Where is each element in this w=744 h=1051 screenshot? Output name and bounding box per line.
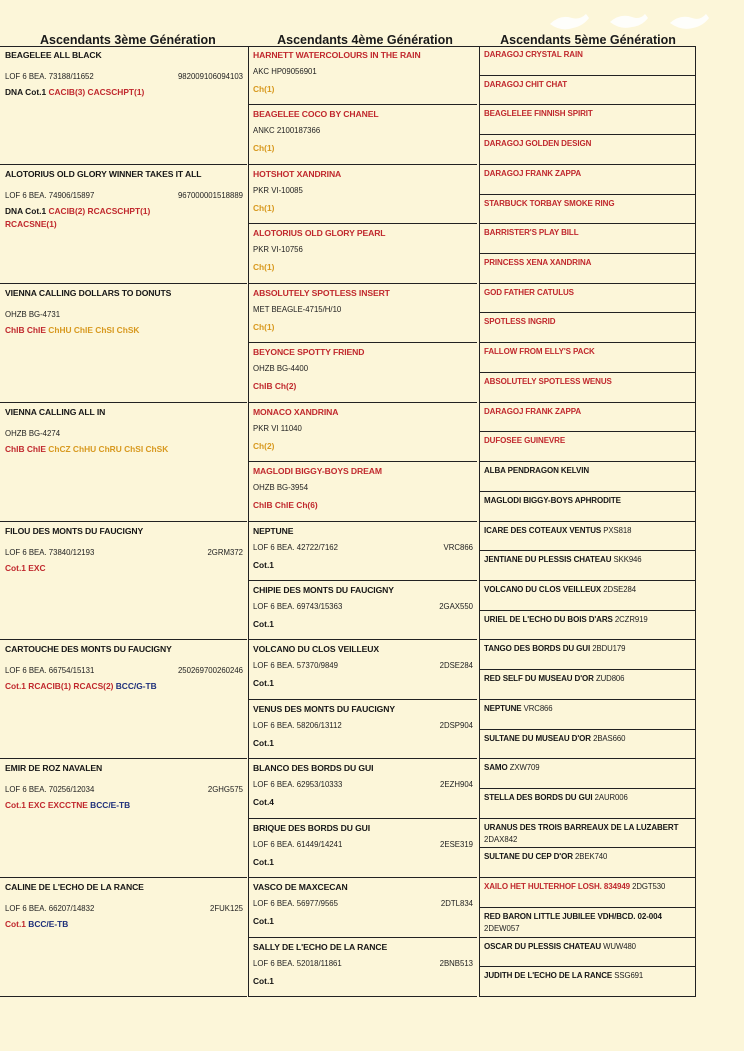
registration: PKR VI-10756	[253, 245, 303, 255]
titles	[253, 203, 274, 213]
dog-name: NEPTUNE	[253, 525, 294, 536]
gen3-cell	[0, 46, 247, 165]
gen5-cell	[479, 938, 696, 968]
title-segment: Cot.4	[253, 797, 274, 808]
dog-name	[484, 882, 665, 891]
titles	[253, 143, 274, 153]
dog-name: VASCO DE MAXCECAN	[253, 882, 348, 893]
titles	[253, 441, 274, 451]
dog-name-text: ABSOLUTELY SPOTLESS WENUS	[484, 376, 612, 386]
gen4-cell	[248, 700, 477, 759]
dog-name-text: OSCAR DU PLESSIS CHATEAU	[484, 941, 602, 951]
gen4-cell	[248, 165, 477, 224]
dog-name: MONACO XANDRINA	[253, 406, 339, 417]
header-gen3: Ascendants 3ème Génération	[40, 33, 216, 47]
dog-name-text: FALLOW FROM ELLY'S PACK	[484, 347, 595, 357]
gen5-cell	[479, 135, 696, 165]
dog-name	[484, 347, 595, 356]
dog-name-text: DARAGOJ FRANK ZAPPA	[484, 168, 582, 178]
dog-name-text: PRINCESS XENA XANDRINA	[484, 258, 592, 268]
registration: LOF 6 BEA. 66207/14832	[5, 904, 95, 914]
dog-name	[484, 585, 636, 594]
dog-name	[484, 793, 628, 802]
dog-name	[484, 466, 589, 475]
dog-name-text: RED SELF DU MUSEAU D'OR	[484, 674, 594, 684]
title-segment: Ch(1)	[253, 262, 275, 273]
titles-continued	[5, 219, 57, 229]
id-number: 2GRM372	[207, 547, 243, 557]
dog-name: CALINE DE L'ECHO DE LA RANCE	[5, 882, 144, 893]
gen4-cell	[248, 46, 477, 105]
gen5-cell	[479, 581, 696, 611]
title-segment: Cot.1	[253, 737, 274, 748]
dog-name: VENUS DES MONTS DU FAUCIGNY	[253, 703, 395, 714]
gen3-cell	[0, 403, 247, 522]
title-segment: Cot.1	[253, 618, 274, 629]
gen4-cell	[248, 403, 477, 462]
dog-name: VIENNA CALLING ALL IN	[5, 406, 106, 417]
registration: LOF 6 BEA. 73188/11652	[5, 72, 94, 81]
registration-line2	[484, 835, 517, 844]
dog-name-text: ALBA PENDRAGON KELVIN	[484, 466, 590, 476]
gen5-cell	[479, 908, 696, 938]
gen5-cell	[479, 878, 696, 908]
gen5-cell	[479, 967, 696, 997]
gen5-cell	[479, 551, 696, 581]
column-divider	[695, 46, 696, 997]
dog-name	[484, 109, 593, 118]
dog-name: VOLCANO DU CLOS VEILLEUX	[253, 644, 380, 655]
gen5-cell	[479, 789, 696, 819]
dog-name	[484, 644, 625, 653]
title-segment: BCC/E-TB	[28, 919, 69, 930]
title-segment: RCACIB(1) RCACS(2)	[28, 681, 116, 692]
titles	[5, 563, 46, 573]
titles	[5, 444, 168, 454]
title-segment: EXC	[28, 562, 46, 573]
gen4-cell	[248, 759, 477, 818]
dog-name	[484, 763, 539, 772]
titles	[253, 500, 318, 510]
dog-name	[484, 139, 591, 148]
dog-name-text: DARAGOJ FRANK ZAPPA	[484, 406, 582, 416]
title-segment: Cot.1	[5, 800, 29, 811]
title-segment: Ch(1)	[253, 84, 275, 94]
id-number: 2BNB513	[439, 958, 473, 968]
gen5-cell	[479, 848, 696, 878]
dog-name	[484, 80, 567, 89]
gen5-cell	[479, 165, 696, 195]
title-segment: CACIB(3) CACSCHPT(1)	[48, 87, 145, 97]
title-segment: Cot.1	[5, 681, 29, 692]
dog-name: CARTOUCHE DES MONTS DU FAUCIGNY	[5, 644, 172, 655]
title-segment: ChIB Ch(2)	[253, 381, 297, 392]
title-segment: Cot.1	[5, 919, 29, 930]
title-segment: BCC/G-TB	[115, 681, 157, 692]
dog-name-text: RED BARON LITTLE JUBILEE VDH/BCD. 02-004	[484, 911, 662, 921]
gen5-cell	[479, 432, 696, 462]
dog-name-text: STARBUCK TORBAY SMOKE RING	[484, 198, 615, 208]
title-segment: Cot.1	[253, 678, 274, 689]
titles	[253, 797, 274, 807]
dog-name-text: BARRISTER'S PLAY BILL	[484, 228, 579, 238]
dog-name: ALOTORIUS OLD GLORY WINNER TAKES IT ALL	[5, 168, 202, 179]
dog-name-text: TANGO DES BORDS DU GUI	[484, 644, 591, 654]
dog-name	[484, 228, 578, 237]
id-number: VRC866	[443, 542, 473, 552]
dog-name	[484, 734, 625, 743]
dog-name	[484, 971, 643, 980]
registration: ZXW709	[509, 763, 540, 773]
registration: OHZB BG-4731	[5, 309, 61, 319]
dog-name	[484, 288, 574, 297]
title-segment: ChIB ChIE	[5, 324, 49, 335]
registration: LOF 6 BEA. 57370/9849	[253, 661, 338, 671]
dog-name-text: URANUS DES TROIS BARREAUX DE LA LUZABERT	[484, 822, 679, 832]
registration: MET BEAGLE-4715/H/10	[253, 304, 342, 314]
gen5-cell	[479, 254, 696, 284]
id-number: 250269700260246	[177, 666, 243, 676]
id-number: 967000001518889	[177, 190, 243, 200]
dog-name: EMIR DE ROZ NAVALEN	[5, 763, 103, 774]
dog-name	[484, 942, 636, 951]
dog-name	[484, 555, 642, 564]
dog-name-text: ICARE DES COTEAUX VENTUS	[484, 525, 602, 535]
dog-name: MAGLODI BIGGY-BOYS DREAM	[253, 466, 382, 477]
dog-name	[484, 615, 648, 624]
title-segment: Cot.1	[253, 975, 274, 986]
registration: LOF 6 BEA. 56977/9565	[253, 899, 338, 909]
dog-name-text: BEAGLELEE FINNISH SPIRIT	[484, 109, 593, 119]
registration: 2DAX842	[484, 834, 518, 844]
gen5-cell	[479, 313, 696, 343]
registration: VRC866	[523, 703, 553, 713]
id-number: 2DSE284	[439, 661, 473, 671]
dog-name: FILOU DES MONTS DU FAUCIGNY	[5, 525, 144, 536]
registration: LOF 6 BEA. 52018/11861	[253, 958, 342, 968]
registration: 2DSE284	[603, 584, 636, 594]
registration: PKR VI 11040	[253, 423, 302, 433]
dog-name-text: JENTIANE DU PLESSIS CHATEAU	[484, 555, 612, 565]
header-gen5: Ascendants 5ème Génération	[500, 33, 676, 47]
title-segment: Cot.1	[253, 916, 274, 927]
dog-name	[484, 704, 553, 713]
dog-name: BRIQUE DES BORDS DU GUI	[253, 822, 371, 833]
gen5-cell	[479, 670, 696, 700]
title-segment: ChCZ ChHU ChRU ChSI ChSK	[48, 443, 169, 454]
id-number: 982009106094103	[177, 72, 243, 81]
titles	[253, 560, 274, 570]
registration: 2BEK740	[575, 852, 608, 862]
dog-name	[484, 823, 678, 832]
gen5-cell	[479, 343, 696, 373]
gen4-cell	[248, 581, 477, 640]
registration: ANKC 2100187366	[253, 126, 321, 136]
dog-name-text: DARAGOJ CRYSTAL RAIN	[484, 50, 583, 59]
dog-name: SALLY DE L'ECHO DE LA RANCE	[253, 941, 388, 952]
gen5-cell	[479, 640, 696, 670]
titles	[253, 976, 274, 986]
gen5-cell	[479, 700, 696, 730]
registration: LOF 6 BEA. 66754/15131	[5, 666, 95, 676]
registration: LOF 6 BEA. 74906/15897	[5, 190, 95, 200]
dog-name	[484, 674, 624, 683]
dog-name: BEYONCE SPOTTY FRIEND	[253, 347, 365, 358]
gen4-cell	[248, 819, 477, 878]
gen5-cell	[479, 522, 696, 552]
id-number: 2GHG575	[207, 785, 243, 795]
titles	[253, 381, 296, 391]
registration: 2BAS660	[593, 733, 626, 743]
dog-name: ABSOLUTELY SPOTLESS INSERT	[253, 287, 390, 298]
title-segment: Ch(1)	[253, 321, 275, 332]
registration: LOF 6 BEA. 70256/12034	[5, 785, 95, 795]
dog-name-text: DUFOSEE GUINEVRE	[484, 436, 566, 446]
dog-name: HARNETT WATERCOLOURS IN THE RAIN	[253, 50, 421, 60]
dog-name: BLANCO DES BORDS DU GUI	[253, 763, 374, 774]
registration-line2	[484, 924, 520, 933]
dog-name-text: SPOTLESS INGRID	[484, 317, 556, 327]
registration: PKR VI-10085	[253, 185, 303, 195]
id-number: 2EZH904	[440, 780, 473, 790]
registration: AKC HP09056901	[253, 67, 317, 76]
dog-name-text: STELLA DES BORDS DU GUI	[484, 792, 593, 802]
registration: SKK946	[613, 555, 642, 565]
titles	[253, 678, 274, 688]
dog-name: CHIPIE DES MONTS DU FAUCIGNY	[253, 584, 394, 595]
dog-name-text: SAMO	[484, 763, 508, 773]
title-segment: ChIB ChIE Ch(6)	[253, 500, 318, 511]
title-segment: EXC EXCCTNE	[28, 800, 91, 811]
gen4-cell	[248, 284, 477, 343]
table-top-border	[0, 46, 696, 47]
title-segment: RCACSNE(1)	[5, 218, 57, 229]
registration: LOF 6 BEA. 42722/7162	[253, 542, 338, 552]
registration: LOF 6 BEA. 62953/10333	[253, 780, 343, 790]
registration: OHZB BG-4400	[253, 364, 309, 374]
dog-name	[484, 169, 581, 178]
gen5-cell	[479, 105, 696, 135]
registration: ZUD806	[595, 674, 625, 684]
dog-name: VIENNA CALLING DOLLARS TO DONUTS	[5, 287, 172, 298]
gen5-cell	[479, 759, 696, 789]
titles	[5, 87, 144, 97]
registration: OHZB BG-4274	[5, 428, 61, 438]
registration: 2DGT530	[632, 882, 666, 892]
dog-name-text: NEPTUNE	[484, 703, 522, 713]
dog-name-text: DARAGOJ GOLDEN DESIGN	[484, 139, 592, 149]
dog-name: BEAGELEE COCO BY CHANEL	[253, 109, 379, 120]
dog-name	[484, 852, 607, 861]
title-segment: CACIB(2) RCACSCHPT(1)	[48, 205, 151, 216]
id-number: 2DSP904	[439, 720, 473, 730]
dog-name-text: URIEL DE L'ECHO DU BOIS D'ARS	[484, 614, 613, 624]
pedigree-grid	[0, 46, 696, 997]
titles	[253, 619, 274, 629]
titles	[253, 738, 274, 748]
dog-name	[484, 407, 581, 416]
gen3-cell	[0, 165, 247, 284]
dog-name	[484, 50, 583, 59]
titles	[5, 206, 150, 216]
registration: LOF 6 BEA. 61449/14241	[253, 839, 343, 849]
gen5-cell	[479, 76, 696, 106]
gen4-cell	[248, 878, 477, 937]
gen5-cell	[479, 492, 696, 522]
gen5-cell	[479, 819, 696, 849]
dog-name	[484, 496, 621, 505]
id-number: 2FUK125	[210, 904, 243, 914]
gen4-cell	[248, 343, 477, 402]
dog-name-text: GOD FATHER CATULUS	[484, 287, 574, 297]
title-segment: ChHU ChIE ChSI ChSK	[48, 324, 140, 335]
titles	[253, 322, 274, 332]
gen4-cell	[248, 462, 477, 521]
gen5-cell	[479, 46, 696, 76]
title-segment: Cot.1	[5, 562, 29, 573]
column-divider	[479, 46, 480, 997]
title-segment: Ch(2)	[253, 440, 275, 451]
dog-name	[484, 317, 555, 326]
registration: LOF 6 BEA. 58206/13112	[253, 720, 342, 730]
registration: WUW480	[603, 941, 636, 951]
title-segment: DNA Cot.1	[5, 87, 49, 97]
registration: LOF 6 BEA. 69743/15363	[253, 601, 343, 611]
title-segment: DNA Cot.1	[5, 205, 49, 216]
gen5-cell	[479, 195, 696, 225]
gen5-cell	[479, 462, 696, 492]
titles	[5, 681, 157, 691]
dog-name	[484, 377, 612, 386]
titles	[5, 919, 68, 929]
gen5-cell	[479, 224, 696, 254]
dog-name: HOTSHOT XANDRINA	[253, 168, 342, 179]
title-segment: BCC/E-TB	[90, 800, 131, 811]
gen4-cell	[248, 224, 477, 283]
title-segment: ChIB ChIE	[5, 443, 49, 454]
titles	[253, 84, 274, 94]
id-number: 2GAX550	[439, 601, 473, 611]
gen5-cell	[479, 611, 696, 641]
gen4-cell	[248, 105, 477, 164]
registration: SSG691	[614, 971, 644, 981]
gen3-cell	[0, 284, 247, 403]
id-number: 2ESE319	[440, 839, 473, 849]
dog-name	[484, 912, 662, 921]
dog-name	[484, 258, 591, 267]
watermark-dog-silhouettes	[540, 6, 740, 34]
gen3-cell	[0, 522, 247, 641]
header-gen4: Ascendants 4ème Génération	[277, 33, 453, 47]
dog-name-text: VOLCANO DU CLOS VEILLEUX	[484, 584, 602, 594]
dog-name: ALOTORIUS OLD GLORY PEARL	[253, 228, 386, 239]
dog-name	[484, 199, 614, 208]
title-segment: Cot.1	[253, 856, 274, 867]
column-divider	[248, 46, 249, 997]
gen4-cell	[248, 640, 477, 699]
dog-name	[484, 526, 631, 535]
titles	[253, 262, 274, 272]
titles	[253, 857, 274, 867]
gen5-cell	[479, 284, 696, 314]
registration: 2DEW057	[484, 923, 520, 933]
titles	[5, 800, 130, 810]
gen4-cell	[248, 938, 477, 997]
gen5-cell	[479, 730, 696, 760]
gen4-cell	[248, 522, 477, 581]
title-segment: Ch(1)	[253, 143, 275, 154]
id-number: 2DTL834	[440, 899, 473, 909]
dog-name-text: DARAGOJ CHIT CHAT	[484, 79, 568, 89]
dog-name: BEAGELEE ALL BLACK	[5, 50, 102, 60]
gen5-cell	[479, 403, 696, 433]
titles	[253, 916, 274, 926]
registration: 2CZR919	[614, 614, 648, 624]
dog-name-text: MAGLODI BIGGY-BOYS APHRODITE	[484, 495, 621, 505]
registration: 2BDU179	[592, 644, 626, 654]
titles	[5, 325, 139, 335]
title-segment: Cot.1	[253, 559, 274, 570]
title-segment: Ch(1)	[253, 202, 275, 213]
dog-name	[484, 436, 565, 445]
dog-name-text: XAILO HET HULTERHOF LOSH. 834949	[484, 882, 631, 892]
gen3-cell	[0, 878, 247, 997]
gen3-cell	[0, 640, 247, 759]
gen5-cell	[479, 373, 696, 403]
dog-name-text: JUDITH DE L'ECHO DE LA RANCE	[484, 971, 613, 981]
dog-name-text: SULTANE DU MUSEAU D'OR	[484, 733, 591, 743]
registration: PXS818	[603, 525, 632, 535]
registration: OHZB BG-3954	[253, 483, 309, 493]
gen3-cell	[0, 759, 247, 878]
dog-name-text: SULTANE DU CEP D'OR	[484, 852, 573, 862]
registration: 2AUR006	[594, 792, 628, 802]
registration: LOF 6 BEA. 73840/12193	[5, 547, 95, 557]
